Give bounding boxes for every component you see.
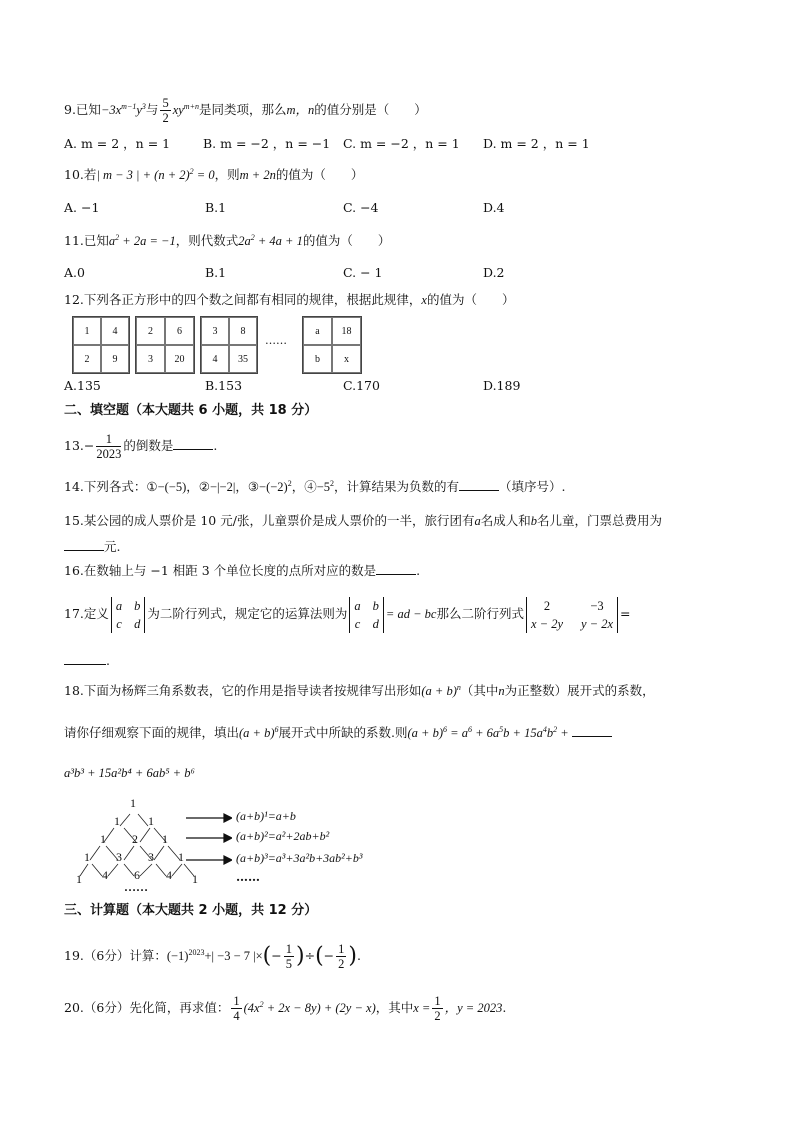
q19-f2-den: 2 bbox=[338, 957, 345, 971]
q20-x-fraction bbox=[432, 994, 442, 1023]
q9-suffix: 是同类项，那么 bbox=[198, 102, 287, 117]
q11-option-b[interactable]: B.1 bbox=[205, 265, 227, 280]
q10-option-c[interactable]: C. −4 bbox=[343, 200, 379, 215]
q17-answer-blank[interactable] bbox=[64, 652, 106, 665]
q9-option-c[interactable]: C. m = −2 ，n = 1 bbox=[343, 136, 460, 151]
q18-line1a: 18.下面为杨辉三角系数表，它的作用是指导读者按规律写出形如 bbox=[64, 683, 422, 698]
question-18 bbox=[64, 682, 655, 700]
question-18-line2 bbox=[64, 724, 612, 742]
q12-option-a[interactable]: A.135 bbox=[64, 378, 101, 393]
q12-square-2-bl: 3 bbox=[136, 345, 165, 373]
q9-term2: xy bbox=[172, 103, 184, 117]
q19-prefix: 19.（6分）计算： bbox=[64, 948, 167, 963]
q17-det-2 bbox=[349, 597, 384, 633]
q12-text: 12.下列各正方形中的四个数之间都有相同的规律，根据此规律， bbox=[64, 292, 422, 307]
q19-expr1: (−1) bbox=[166, 949, 189, 963]
q13-sign: − bbox=[83, 438, 95, 453]
q11-cond: a bbox=[108, 234, 116, 248]
question-12 bbox=[64, 291, 514, 309]
q17-det-3 bbox=[526, 597, 618, 633]
q18-line2h: b bbox=[546, 726, 554, 740]
q17-det1-c: c bbox=[116, 616, 122, 631]
tri-r4-1: 1 bbox=[84, 850, 90, 864]
q11-cond-tail: + 2a = −1 bbox=[119, 234, 176, 248]
q19-div: ÷ bbox=[304, 948, 316, 963]
q12-square-3-tl: 3 bbox=[201, 317, 229, 345]
q17-det3-a: 2 bbox=[543, 598, 551, 613]
q11-option-c[interactable]: C. − 1 bbox=[343, 265, 383, 280]
q18-line1c: （其中 bbox=[460, 683, 499, 698]
q13-frac-den: 2023 bbox=[96, 447, 122, 461]
q12-square-3 bbox=[200, 316, 258, 374]
q20-f-num: 1 bbox=[233, 994, 240, 1008]
q19-f1-sign: − bbox=[271, 948, 282, 963]
q18-line2d: (a + b) bbox=[407, 726, 444, 740]
q12-square-last bbox=[302, 316, 362, 374]
q10-end: 的值为（ ） bbox=[275, 167, 364, 182]
question-14 bbox=[64, 478, 566, 496]
q18-line2f: + 6a bbox=[471, 726, 500, 740]
question-17-line2 bbox=[64, 652, 110, 670]
q15-answer-blank[interactable] bbox=[64, 538, 104, 551]
question-13 bbox=[64, 430, 217, 462]
formula-ellipsis: …… bbox=[236, 870, 260, 884]
tri-r5-4: 4 bbox=[166, 868, 172, 882]
q17-dot: . bbox=[106, 653, 110, 668]
question-11 bbox=[64, 232, 390, 250]
q14-items: ①−(−5)，②−|−2|，③−(−2) bbox=[146, 480, 288, 494]
q20-xeq: x = bbox=[413, 1001, 431, 1015]
q9-fraction bbox=[160, 96, 170, 125]
q11-option-d[interactable]: D.2 bbox=[483, 265, 505, 280]
tri-r4-4: 1 bbox=[178, 850, 184, 864]
q12-end: 的值为（ ） bbox=[426, 292, 515, 307]
q15-line1: 15.某公园的成人票价是 10 元/张，儿童票价是成人票价的一半，旅行团有 bbox=[64, 513, 475, 528]
q14-item4-sup: 2 bbox=[330, 478, 335, 488]
q12-square-3-bl: 4 bbox=[201, 345, 229, 373]
q17-prefix: 17.定义 bbox=[64, 606, 109, 621]
q12-option-b[interactable]: B.153 bbox=[205, 378, 243, 393]
q15-var-a: a bbox=[474, 514, 481, 528]
question-20 bbox=[64, 988, 506, 1028]
q12-square-1-br: 9 bbox=[101, 345, 129, 373]
q11-expr-sup: 2 bbox=[250, 232, 255, 242]
q17-det3-c: x − 2y bbox=[530, 616, 563, 631]
formula-1: (a+b)¹=a+b bbox=[236, 809, 296, 823]
tri-r5-3: 6 bbox=[134, 868, 140, 882]
q12-square-3-br: 35 bbox=[229, 345, 257, 373]
q17-det3-d: y − 2x bbox=[581, 616, 614, 631]
q17-mid1: 为二阶行列式，规定它的运算法则为 bbox=[147, 606, 348, 621]
tri-ellipsis: …… bbox=[124, 880, 148, 894]
question-16 bbox=[64, 562, 420, 580]
q14-prefix: 14.下列各式： bbox=[64, 479, 147, 494]
q12-square-1-tr: 4 bbox=[101, 317, 129, 345]
q12-ellipsis: …… bbox=[265, 334, 287, 347]
q17-det2-a: a bbox=[354, 598, 361, 613]
q9-term1-y: y bbox=[136, 103, 142, 117]
q19-fraction-2 bbox=[336, 942, 346, 971]
q19-f1-num: 1 bbox=[285, 942, 292, 956]
q12-square-2-tl: 2 bbox=[136, 317, 165, 345]
q20-yeq: ，y = 2023 bbox=[444, 1001, 503, 1015]
q14-item4: ，④−5 bbox=[291, 480, 331, 494]
q18-line1e: 为正整数）展开式的系数， bbox=[504, 683, 655, 698]
q14-tail: （填序号）. bbox=[499, 479, 566, 494]
tri-r3-2: 2 bbox=[132, 832, 138, 846]
q17-rule: = ad − bc bbox=[385, 607, 437, 621]
q14-answer-blank[interactable] bbox=[459, 478, 499, 491]
q15-tail: 名儿童，门票总费用为 bbox=[536, 513, 662, 528]
q9-term1: −3x bbox=[100, 103, 122, 117]
q20-x-num: 1 bbox=[434, 994, 441, 1008]
q19-f2-sign: − bbox=[323, 948, 335, 963]
q11-expr: 2a bbox=[238, 234, 251, 248]
q18-line1d: n bbox=[498, 684, 505, 698]
q9-frac-den: 2 bbox=[162, 111, 169, 125]
q16-text: 16.在数轴上与 −1 相距 3 个单位长度的点所对应的数是 bbox=[64, 563, 377, 578]
q18-line1b-sup: n bbox=[456, 682, 461, 692]
q13-prefix: 13. bbox=[64, 438, 84, 453]
q12-square-1-tl: 1 bbox=[73, 317, 101, 345]
q17-det1-d: d bbox=[134, 616, 141, 631]
q9-end: 的值分别是（ ） bbox=[314, 102, 427, 117]
q17-det1-b: b bbox=[134, 598, 141, 613]
q11-prefix: 11.已知 bbox=[64, 233, 109, 248]
question-10 bbox=[64, 166, 363, 184]
q17-det1-a: a bbox=[115, 598, 123, 613]
section-3-title: 三、计算题（本大题共 2 小题，共 12 分） bbox=[64, 903, 318, 918]
q12-square-last-tl: a bbox=[303, 317, 332, 345]
q12-option-c[interactable]: C.170 bbox=[343, 378, 380, 393]
q20-expr-tail: + 2x − 8y) + (2y − x) bbox=[263, 1001, 376, 1015]
q20-f-den: 4 bbox=[233, 1009, 240, 1023]
tri-r2-2: 1 bbox=[148, 814, 154, 828]
q12-square-last-bl: b bbox=[303, 345, 332, 373]
q15-var-b: b bbox=[530, 514, 537, 528]
q13-fraction bbox=[96, 432, 121, 461]
q17-eq: = bbox=[620, 606, 631, 621]
tri-r4-3: 3 bbox=[148, 850, 154, 864]
q20-x-den: 2 bbox=[434, 1009, 441, 1023]
q18-line2c: 展开式中所缺的系数.则 bbox=[278, 725, 408, 740]
q19-fraction-1 bbox=[284, 942, 294, 971]
q20-mid: ，其中 bbox=[375, 1000, 414, 1015]
tri-r5-2: 4 bbox=[102, 868, 108, 882]
tri-r3-3: 1 bbox=[162, 832, 168, 846]
q9-vars: m，n bbox=[286, 103, 315, 117]
q18-line2b: (a + b) bbox=[239, 726, 275, 740]
q10-expr-tail: = 0 bbox=[193, 168, 215, 182]
q15-mid: 名成人和 bbox=[480, 513, 531, 528]
q18-line2e-sup: 6 bbox=[467, 724, 472, 734]
formula-2: (a+b)²=a²+2ab+b² bbox=[236, 829, 330, 843]
q18-line2d-sup: 6 bbox=[443, 724, 448, 734]
q14-item3-sup: 2 bbox=[287, 478, 292, 488]
q10-expr-sup: 2 bbox=[189, 166, 194, 176]
q14-end: ，计算结果为负数的有 bbox=[334, 479, 460, 494]
question-17 bbox=[64, 594, 631, 634]
q9-term2-sup: m+n bbox=[183, 101, 199, 111]
q19-expr2: +| −3 − 7 |× bbox=[204, 949, 263, 963]
q12-square-last-br: x bbox=[332, 345, 361, 373]
q19-dot: . bbox=[357, 948, 361, 963]
q12-option-d[interactable]: D.189 bbox=[483, 378, 521, 393]
q11-cond-sup: 2 bbox=[115, 232, 120, 242]
q10-option-d[interactable]: D.4 bbox=[483, 200, 505, 215]
q13-dot: . bbox=[213, 438, 218, 453]
triangle-arrows bbox=[186, 808, 232, 868]
q9-frac-num: 5 bbox=[162, 96, 169, 110]
q9-prefix: 9.已知 bbox=[64, 102, 101, 117]
q10-target: m + 2n bbox=[239, 168, 276, 182]
question-15-line2 bbox=[64, 538, 120, 556]
q18-line2g-sup: 4 bbox=[542, 724, 547, 734]
q20-prefix: 20.（6分）先化简，再求值： bbox=[64, 1000, 230, 1015]
q9-mid: 与 bbox=[145, 102, 159, 117]
tri-r5-1: 1 bbox=[76, 872, 82, 886]
q10-prefix: 10.若 bbox=[64, 167, 97, 182]
tri-r4-2: 3 bbox=[116, 850, 122, 864]
q9-term1-sup: m−1 bbox=[121, 101, 137, 111]
q10-mid: ，则 bbox=[214, 167, 240, 182]
formula-3: (a+b)³=a³+3a²b+3ab²+b³ bbox=[236, 851, 363, 865]
q18-line2f-sup: 5 bbox=[499, 724, 504, 734]
q20-fraction bbox=[231, 994, 241, 1023]
q18-line2h-sup: 2 bbox=[553, 724, 558, 734]
q18-line2g: b + 15a bbox=[503, 726, 543, 740]
question-18-line3: a³b³ + 15a²b⁴ + 6ab⁵ + b⁶ bbox=[64, 766, 195, 780]
q12-var: x bbox=[421, 293, 427, 307]
q10-option-a[interactable]: A. −1 bbox=[64, 200, 100, 215]
q17-det-1 bbox=[111, 597, 146, 633]
question-15 bbox=[64, 512, 662, 530]
q9-term1-ysup: 3 bbox=[141, 101, 146, 111]
q16-dot: . bbox=[416, 563, 421, 578]
q10-option-b[interactable]: B.1 bbox=[205, 200, 227, 215]
q12-square-last-tr: 18 bbox=[332, 317, 361, 345]
q18-line2b-sup: 6 bbox=[274, 724, 279, 734]
tri-r1-1: 1 bbox=[130, 796, 136, 810]
q11-end: 的值为（ ） bbox=[302, 233, 391, 248]
q11-mid: ，则代数式 bbox=[175, 233, 239, 248]
q16-answer-blank[interactable] bbox=[376, 562, 416, 575]
q12-square-2 bbox=[135, 316, 195, 374]
q12-square-1-bl: 2 bbox=[73, 345, 101, 373]
q11-option-a[interactable]: A.0 bbox=[64, 265, 85, 280]
q13-end: 的倒数是 bbox=[123, 438, 174, 453]
tri-r3-1: 1 bbox=[100, 832, 106, 846]
section-2-title: 二、填空题（本大题共 6 小题，共 18 分） bbox=[64, 403, 318, 418]
q20-expr: (4x bbox=[243, 1001, 260, 1015]
q18-answer-blank[interactable] bbox=[572, 724, 612, 737]
q18-line2i: + bbox=[557, 726, 572, 740]
question-9 bbox=[64, 96, 427, 125]
q17-det3-b: −3 bbox=[590, 598, 604, 613]
question-19: 19.（6分）计算：$(-1)^{2023}+| -3 - 7$ |×(− $\frac{1}{5}$ )÷(− $\frac{1}{2}$ ). bbox=[64, 942, 361, 971]
q20-dot: . bbox=[502, 1000, 507, 1015]
q20-expr-sup: 2 bbox=[259, 999, 264, 1009]
q9-option-b[interactable]: B. m = −2 ，n = −1 bbox=[203, 136, 331, 151]
q10-expr: | m − 3 | + (n + 2) bbox=[96, 168, 190, 182]
q11-expr-tail: + 4a + 1 bbox=[254, 234, 303, 248]
q17-det2-b: b bbox=[372, 598, 379, 613]
q13-answer-blank[interactable] bbox=[173, 437, 213, 450]
q12-square-1 bbox=[72, 316, 130, 374]
q12-square-2-tr: 6 bbox=[165, 317, 194, 345]
tri-r5-5: 1 bbox=[192, 872, 198, 886]
q17-mid2: 那么二阶行列式 bbox=[436, 606, 524, 621]
tri-r2-1: 1 bbox=[114, 814, 120, 828]
q13-frac-num: 1 bbox=[96, 432, 121, 447]
q18-line2e: = a bbox=[447, 726, 468, 740]
q19-f1-den: 5 bbox=[285, 957, 292, 971]
q12-square-3-tr: 8 bbox=[229, 317, 257, 345]
q19-expr1-sup: 2023 bbox=[188, 947, 205, 957]
q9-option-d[interactable]: D. m = 2 ，n = 1 bbox=[483, 136, 590, 151]
q17-det2-c: c bbox=[354, 616, 361, 631]
q17-det2-d: d bbox=[372, 616, 379, 631]
q19-f2-num: 1 bbox=[338, 942, 345, 956]
q9-option-a[interactable]: A. m = 2 ，n = 1 bbox=[64, 136, 171, 151]
q18-line2a: 请你仔细观察下面的规律，填出 bbox=[64, 725, 240, 740]
q15-line2-end: 元. bbox=[104, 539, 121, 554]
q18-line1b: (a + b) bbox=[421, 684, 457, 698]
q12-square-2-br: 20 bbox=[165, 345, 194, 373]
